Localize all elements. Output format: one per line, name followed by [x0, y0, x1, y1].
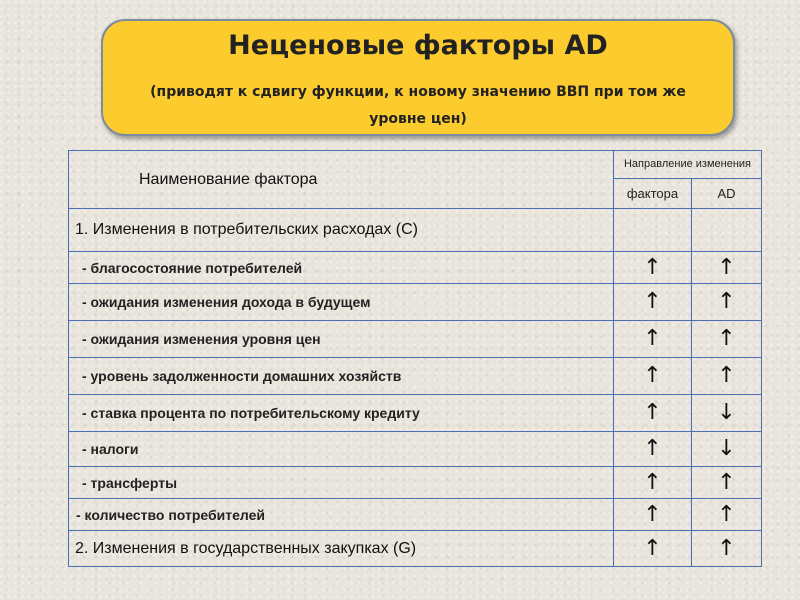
arrow-up-icon: ↑ — [692, 499, 762, 531]
table-row — [69, 395, 762, 432]
table-row — [69, 284, 762, 321]
factor-name: - трансферты — [69, 467, 614, 499]
arrow-up-icon: ↑ — [692, 252, 762, 284]
arrow-up-icon: ↑ — [692, 321, 762, 358]
arrow-down-icon: ↓ — [692, 432, 762, 467]
arrow-up-icon: ↑ — [692, 467, 762, 499]
factor-name: - количество потребителей — [69, 499, 614, 531]
table-row — [69, 252, 762, 284]
factor-name: - ожидания изменения дохода в будущем — [69, 284, 614, 321]
arrow-up-icon: ↑ — [614, 284, 692, 321]
arrow-up-icon: ↑ — [614, 531, 692, 567]
factor-name: - уровень задолженности домашних хозяйств — [69, 358, 614, 395]
arrow-up-icon: ↑ — [692, 284, 762, 321]
table-row — [69, 531, 762, 567]
slide-title: Неценовые факторы AD — [228, 30, 608, 61]
empty-cell — [692, 209, 762, 252]
arrow-up-icon: ↑ — [614, 395, 692, 432]
arrow-up-icon: ↑ — [614, 358, 692, 395]
header-col-factor: фактора — [614, 179, 692, 209]
header-factor-name: Наименование фактора — [69, 151, 614, 209]
arrow-up-icon: ↑ — [614, 252, 692, 284]
header-direction: Направление изменения — [614, 151, 762, 179]
factor-name: - налоги — [69, 432, 614, 467]
header-col-ad: AD — [692, 179, 762, 209]
arrow-up-icon: ↑ — [614, 467, 692, 499]
table-row — [69, 209, 762, 252]
factor-name: - благосостояние потребителей — [69, 252, 614, 284]
arrow-up-icon: ↑ — [614, 432, 692, 467]
arrow-up-icon: ↑ — [614, 499, 692, 531]
factors-table — [68, 150, 762, 567]
arrow-up-icon: ↑ — [692, 358, 762, 395]
factor-name: 1. Изменения в потребительских расходах (C) — [69, 209, 614, 252]
factor-name: 2. Изменения в государственных закупках (G) — [69, 531, 614, 567]
table-row — [69, 358, 762, 395]
table-row — [69, 467, 762, 499]
arrow-up-icon: ↑ — [692, 531, 762, 567]
empty-cell — [614, 209, 692, 252]
factor-name: - ставка процента по потребительскому кредиту — [69, 395, 614, 432]
title-banner — [101, 19, 735, 136]
factor-name: - ожидания изменения уровня цен — [69, 321, 614, 358]
table-row — [69, 432, 762, 467]
arrow-up-icon: ↑ — [614, 321, 692, 358]
table-row — [69, 321, 762, 358]
slide-subtitle: (приводят к сдвигу функции, к новому значению ВВП при том же уровне цен) — [150, 84, 686, 127]
arrow-down-icon: ↓ — [692, 395, 762, 432]
table-row — [69, 499, 762, 531]
